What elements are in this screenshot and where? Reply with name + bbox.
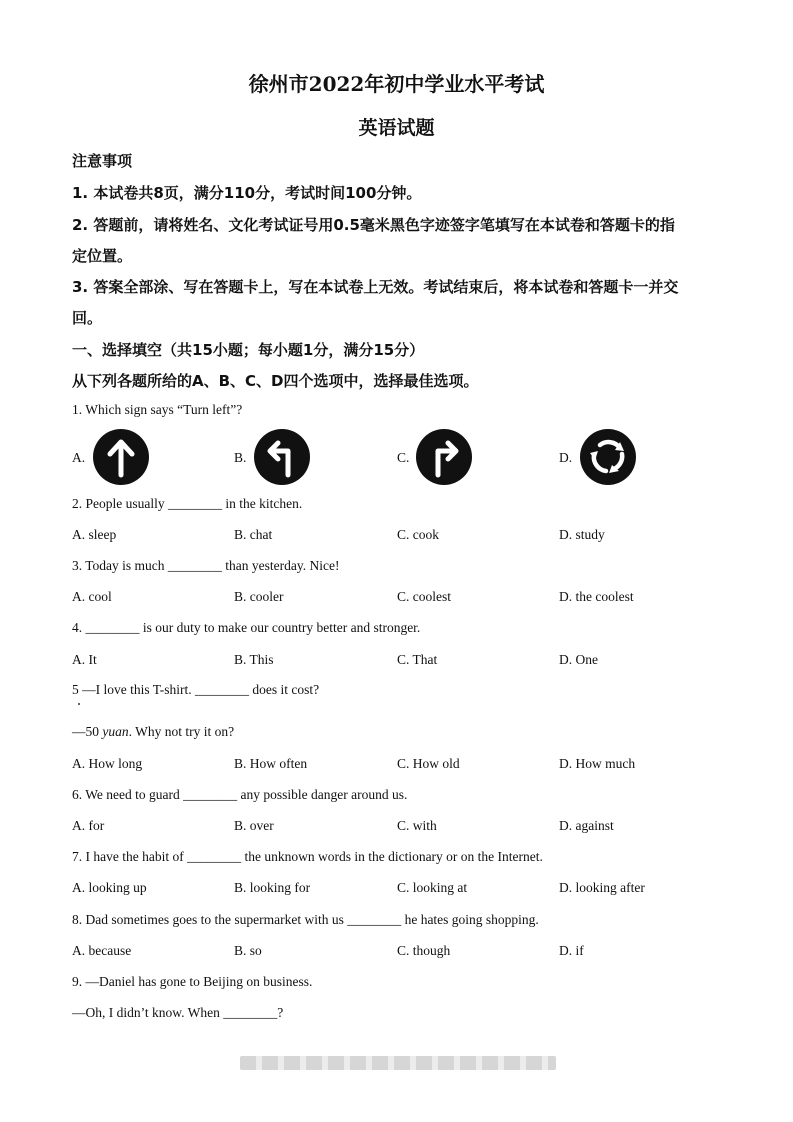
q8-option-a: A. because (72, 943, 132, 958)
turn-right-arrow-icon (416, 429, 472, 485)
q6-option-a: A. for (72, 818, 105, 833)
notice-item-3-cont: 回。 (72, 309, 103, 327)
q1-option-a: A. (72, 450, 86, 465)
q8-option-c: C. though (397, 943, 451, 958)
q4-option-d: D. One (559, 652, 598, 667)
q1-option-c: C. (397, 450, 410, 465)
q1-option-b: B. (234, 450, 247, 465)
notice-item-3: 3. 答案全部涂、写在答题卡上，写在本试卷上无效。考试结束后，将本试卷和答题卡一并交 (72, 278, 679, 296)
q1-option-d: D. (559, 450, 573, 465)
exam-title: 徐州市2022年初中学业水平考试 (248, 72, 545, 96)
q5-option-c: C. How old (397, 756, 460, 771)
question-9-reply: —Oh, I didn’t know. When ________? (72, 1005, 284, 1020)
q2-option-c: C. cook (397, 527, 439, 542)
q5-option-a: A. How long (72, 756, 143, 771)
q3-option-b: B. cooler (234, 589, 284, 604)
question-4: 4. ________ is our duty to make our country better and stronger. (72, 620, 421, 635)
q8-option-d: D. if (559, 943, 584, 958)
notice-heading: 注意事项 (72, 152, 133, 170)
q2-option-b: B. chat (234, 527, 273, 542)
q4-option-c: C. That (397, 652, 438, 667)
q4-option-a: A. It (72, 652, 97, 667)
notice-item-1: 1. 本试卷共8页，满分110分，考试时间100分钟。 (72, 184, 422, 202)
q6-option-d: D. against (559, 818, 614, 833)
q3-option-a: A. cool (72, 589, 112, 604)
exam-subtitle: 英语试题 (358, 117, 435, 139)
question-5-reply: —50 yuan. Why not try it on? (72, 724, 235, 739)
roundabout-icon (580, 429, 636, 485)
turn-left-arrow-icon (254, 429, 310, 485)
blurred-footer (240, 1056, 556, 1070)
question-5: 5 —I love this T-shirt. ________ does it cost? (72, 682, 320, 697)
stray-mark (78, 703, 80, 705)
question-8: 8. Dad sometimes goes to the supermarket with us ________ he hates going shopping. (72, 912, 539, 927)
q7-option-d: D. looking after (559, 880, 645, 895)
q3-option-d: D. the coolest (559, 589, 634, 604)
section-heading: 一、选择填空（共15小题；每小题1分，满分15分） (72, 341, 425, 359)
q5-option-b: B. How often (234, 756, 308, 771)
q7-option-c: C. looking at (397, 880, 468, 895)
q3-option-c: C. coolest (397, 589, 451, 604)
question-6: 6. We need to guard ________ any possible danger around us. (72, 787, 408, 802)
q7-option-a: A. looking up (72, 880, 147, 895)
q8-option-b: B. so (234, 943, 262, 958)
q5-option-d: D. How much (559, 756, 636, 771)
section-instruction: 从下列各题所给的A、B、C、D四个选项中，选择最佳选项。 (72, 372, 479, 390)
question-2: 2. People usually ________ in the kitchen. (72, 496, 303, 511)
q7-option-b: B. looking for (234, 880, 311, 895)
notice-item-2-cont: 定位置。 (72, 247, 133, 265)
q2-option-a: A. sleep (72, 527, 117, 542)
question-1: 1. Which sign says “Turn left”? (72, 402, 243, 417)
question-3: 3. Today is much ________ than yesterday. Nice! (72, 558, 340, 573)
notice-item-2: 2. 答题前，请将姓名、文化考试证号用0.5毫米黑色字迹签字笔填写在本试卷和答题卡的指 (72, 216, 675, 234)
question-9: 9. —Daniel has gone to Beijing on business. (72, 974, 313, 989)
q6-option-c: C. with (397, 818, 437, 833)
question-7: 7. I have the habit of ________ the unknown words in the dictionary or on the Internet. (72, 849, 543, 864)
q2-option-d: D. study (559, 527, 605, 542)
arrow-up-icon (93, 429, 149, 485)
q6-option-b: B. over (234, 818, 274, 833)
q4-option-b: B. This (234, 652, 274, 667)
